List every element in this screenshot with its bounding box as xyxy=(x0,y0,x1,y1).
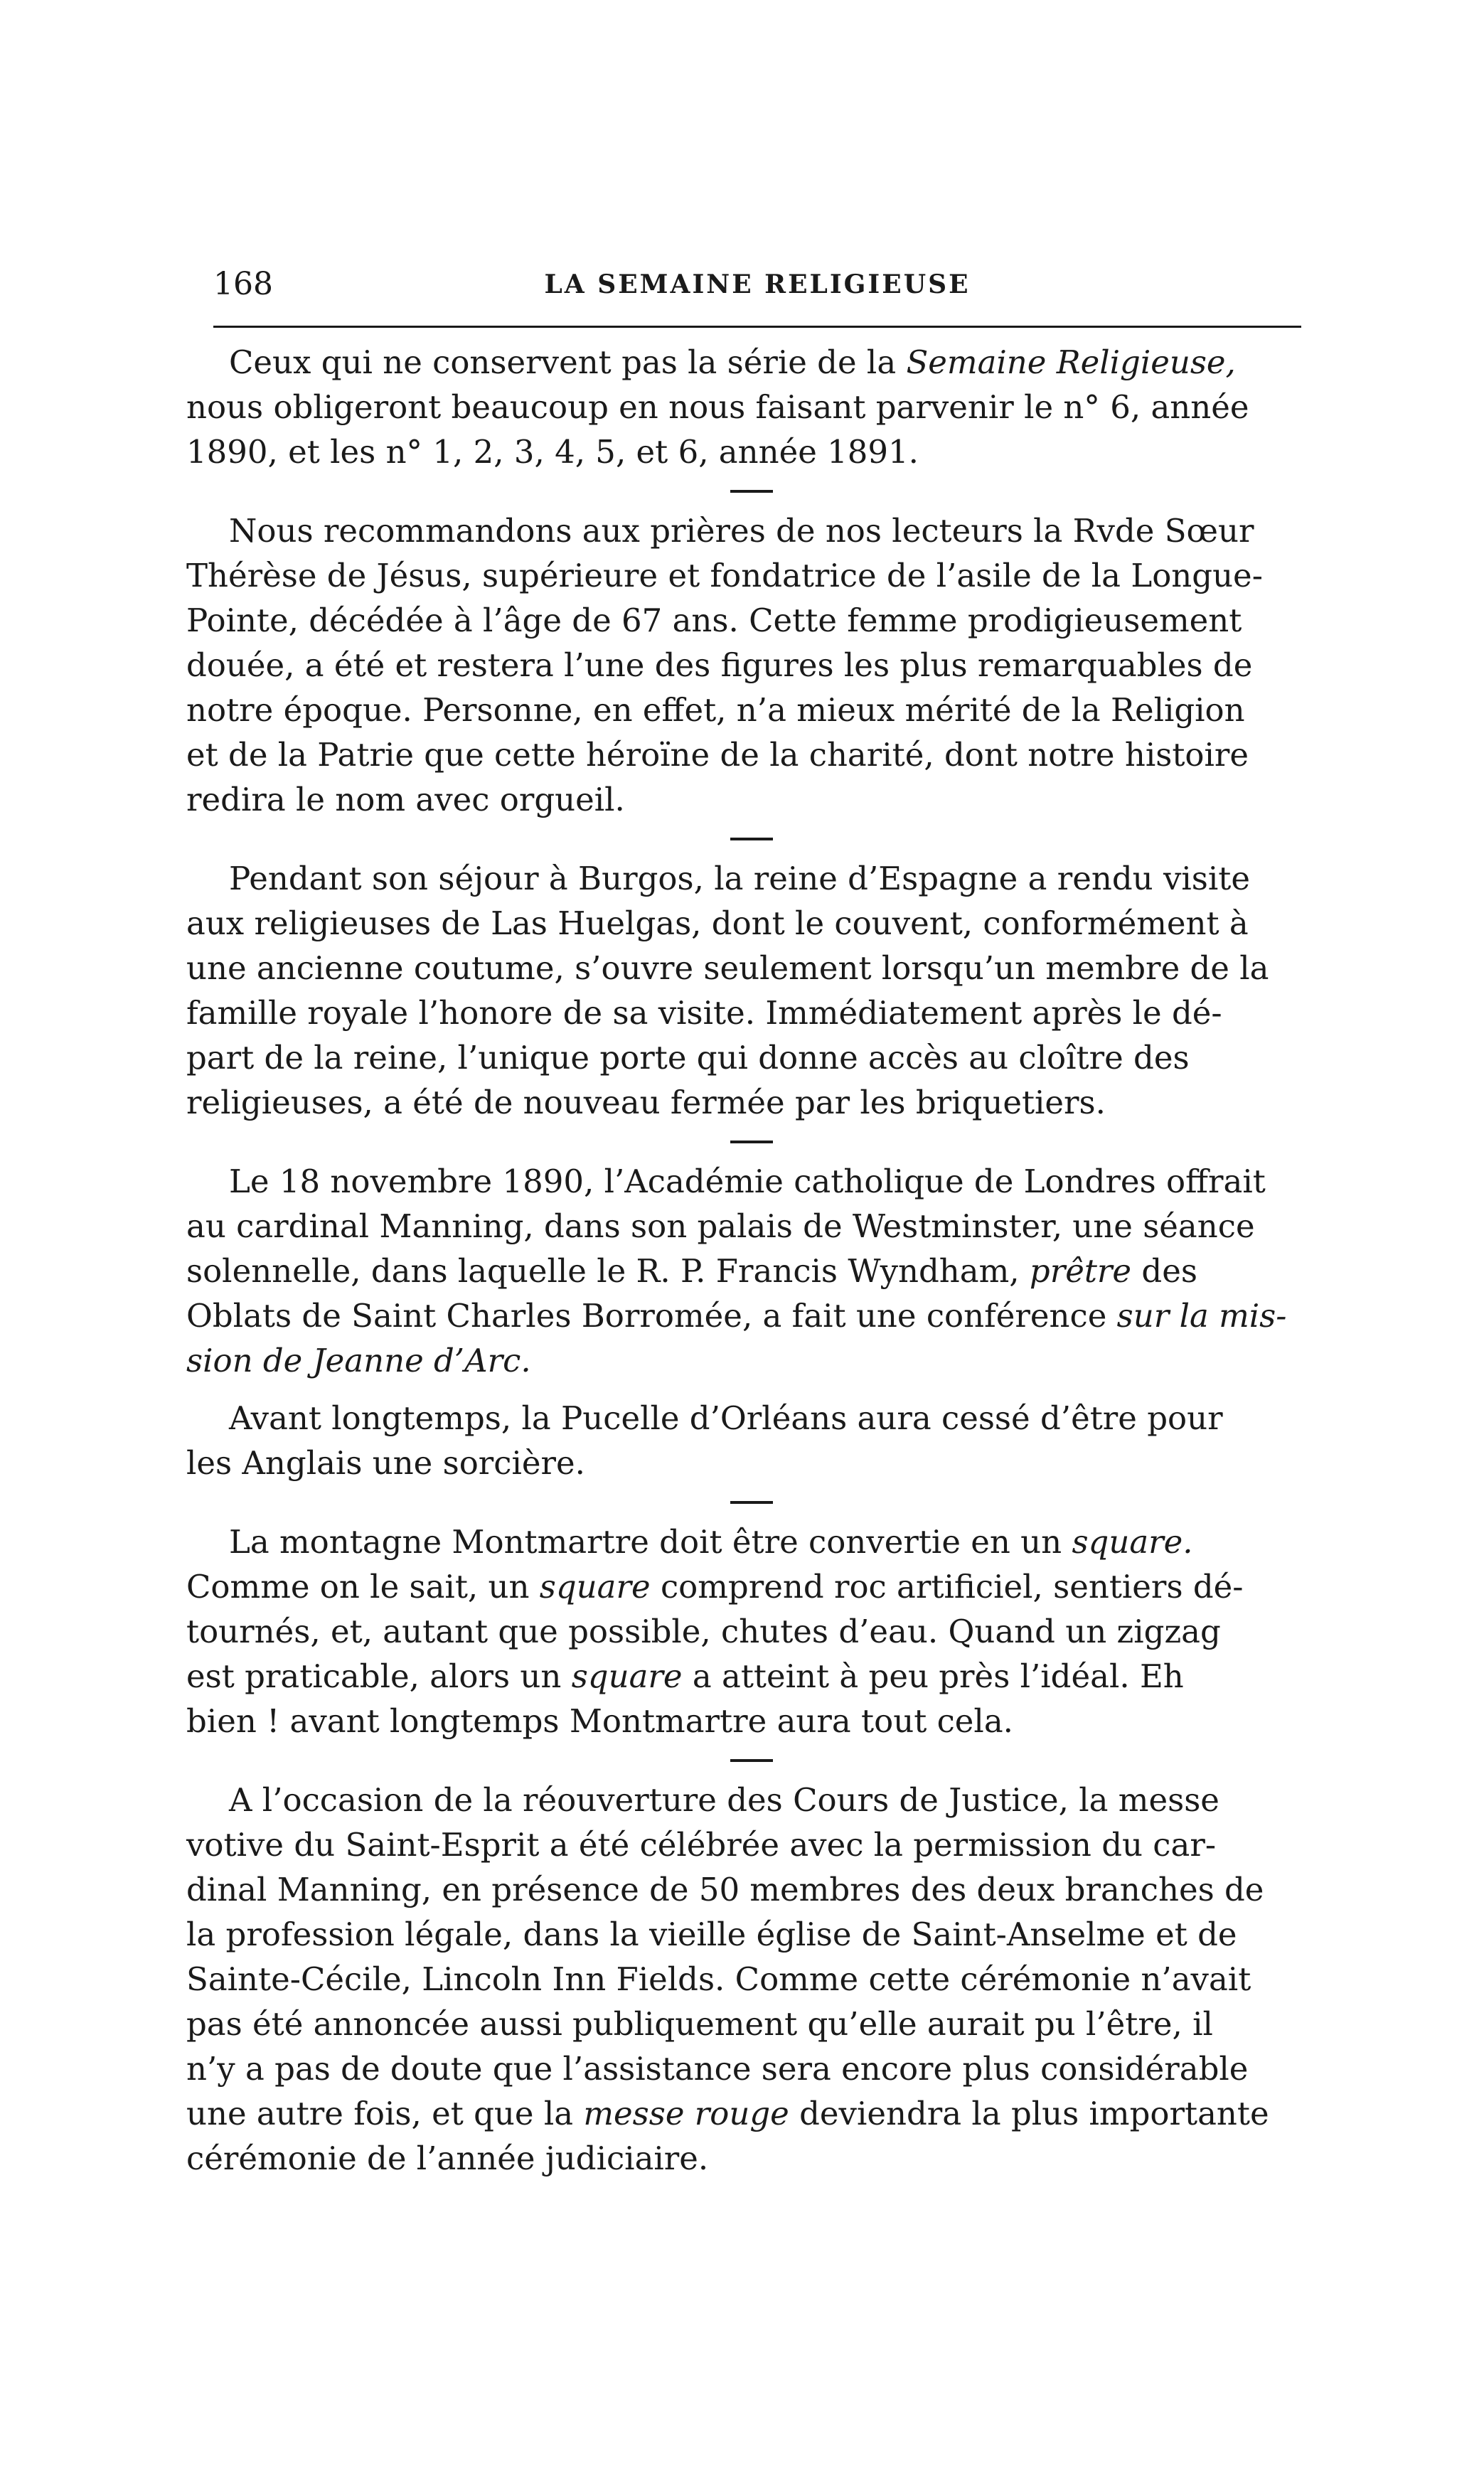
text-line: cérémonie de l’année judiciaire. xyxy=(186,2140,709,2177)
text-line: Le 18 novembre 1890, l’Académie catholique de Londres offrait xyxy=(229,1163,1266,1200)
text-line: notre époque. Personne, en effet, n’a mieux mérité de la Religion xyxy=(186,691,1245,729)
text-line: tournés, et, autant que possible, chutes d’eau. Quand un zigzag xyxy=(186,1613,1221,1650)
paragraph-montmartre xyxy=(186,1519,1317,1743)
text-line: famille royale l’honore de sa visite. Immédiatement après le dé- xyxy=(186,994,1222,1032)
running-head xyxy=(213,260,1301,309)
section-separator xyxy=(730,490,773,493)
text-line: La montagne Montmartre doit être convertie en un square. xyxy=(229,1523,1193,1561)
text-line: au cardinal Manning, dans son palais de Westminster, une séance xyxy=(186,1207,1255,1245)
running-title: LA SEMAINE RELIGIEUSE xyxy=(544,269,971,299)
text-line: et de la Patrie que cette héroïne de la charité, dont notre histoire xyxy=(186,736,1249,774)
text-line: une autre fois, et que la messe rouge deviendra la plus importante xyxy=(186,2095,1269,2132)
text-line: 1890, et les n° 1, 2, 3, 4, 5, et 6, année 1891. xyxy=(186,433,919,471)
paragraph-subscription-notice xyxy=(186,340,1317,474)
text-line: part de la reine, l’unique porte qui donne accès au cloître des xyxy=(186,1039,1190,1077)
text-line: les Anglais une sorcière. xyxy=(186,1444,585,1482)
text-line: nous obligeront beaucoup en nous faisant parvenir le n° 6, année xyxy=(186,388,1249,426)
text-line: Thérèse de Jésus, supérieure et fondatrice de l’asile de la Longue- xyxy=(186,557,1263,594)
text-line: n’y a pas de doute que l’assistance sera encore plus considérable xyxy=(186,2050,1249,2088)
text-line: sion de Jeanne d’Arc. xyxy=(186,1342,531,1379)
text-line: une ancienne coutume, s’ouvre seulement lorsqu’un membre de la xyxy=(186,949,1269,987)
text-line: A l’occasion de la réouverture des Cours de Justice, la messe xyxy=(229,1781,1219,1819)
section-separator xyxy=(730,1141,773,1143)
paragraph-cours-justice xyxy=(186,1778,1317,2181)
text-line: Oblats de Saint Charles Borromée, a fait une conférence sur la mis- xyxy=(186,1297,1287,1335)
text-line: pas été annoncée aussi publiquement qu’elle aurait pu l’être, il xyxy=(186,2005,1213,2043)
text-line: Ceux qui ne conservent pas la série de la Semaine Religieuse, xyxy=(229,343,1236,381)
text-line: solennelle, dans laquelle le R. P. Francis Wyndham, prêtre des xyxy=(186,1252,1197,1290)
text-line: Pointe, décédée à l’âge de 67 ans. Cette femme prodigieusement xyxy=(186,602,1242,639)
text-line: la profession légale, dans la vieille église de Saint-Anselme et de xyxy=(186,1916,1237,1953)
header-rule xyxy=(213,326,1301,328)
paragraph-academie-londres xyxy=(186,1159,1317,1383)
paragraph-pucelle xyxy=(186,1396,1317,1485)
text-line: votive du Saint-Esprit a été célébrée avec la permission du car- xyxy=(186,1826,1217,1864)
text-line: douée, a été et restera l’une des figures les plus remarquables de xyxy=(186,646,1253,684)
text-line: redira le nom avec orgueil. xyxy=(186,781,625,818)
page-number: 168 xyxy=(213,266,273,302)
text-line: est praticable, alors un square a atteint à peu près l’idéal. Eh xyxy=(186,1657,1184,1695)
section-separator xyxy=(730,838,773,840)
text-line: Nous recommandons aux prières de nos lecteurs la Rvde Sœur xyxy=(229,512,1254,550)
text-line: Avant longtemps, la Pucelle d’Orléans aura cessé d’être pour xyxy=(229,1399,1223,1437)
paragraph-reine-espagne xyxy=(186,856,1317,1125)
page-body xyxy=(186,340,1317,2181)
text-line: Pendant son séjour à Burgos, la reine d’Espagne a rendu visite xyxy=(229,860,1250,897)
text-line: Comme on le sait, un square comprend roc artificiel, sentiers dé- xyxy=(186,1568,1244,1606)
text-line: bien ! avant longtemps Montmartre aura tout cela. xyxy=(186,1702,1013,1740)
text-line: religieuses, a été de nouveau fermée par les briquetiers. xyxy=(186,1084,1106,1121)
text-line: Sainte-Cécile, Lincoln Inn Fields. Comme cette cérémonie n’avait xyxy=(186,1960,1251,1998)
text-line: dinal Manning, en présence de 50 membres des deux branches de xyxy=(186,1871,1264,1908)
text-line: aux religieuses de Las Huelgas, dont le couvent, conformément à xyxy=(186,904,1249,942)
paragraph-soeur-therese xyxy=(186,508,1317,822)
section-separator xyxy=(730,1501,773,1504)
section-separator xyxy=(730,1759,773,1762)
